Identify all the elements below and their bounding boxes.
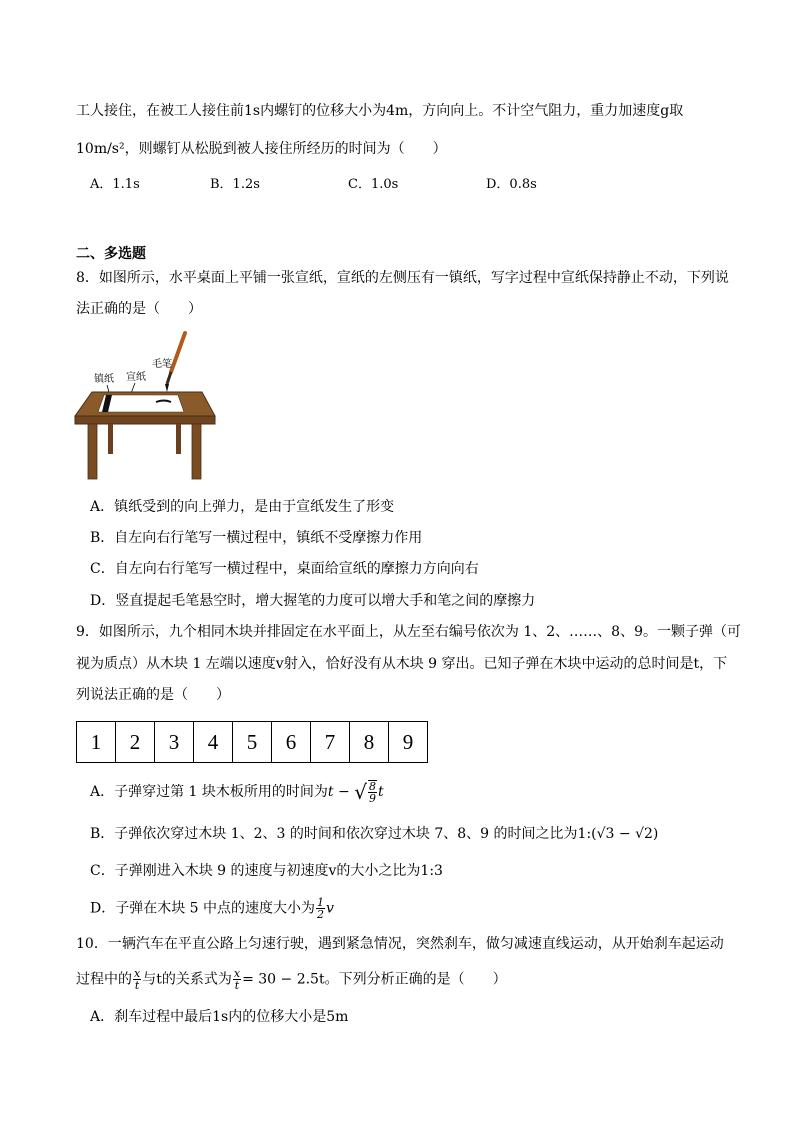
q9-option-b — [90, 824, 658, 844]
table — [75, 392, 215, 479]
q8-option-d: D．竖直提起毛笔悬空时，增大握笔的力度可以增大手和笔之间的摩擦力 — [90, 593, 536, 609]
q10-line1: 10．一辆汽车在平直公路上匀速行驶，遇到紧急情况，突然刹车，做匀减速直线运动，从开始刹车起运动 — [76, 936, 724, 952]
q9-option-d-den: 2 — [317, 908, 325, 921]
q9-option-d-num: 1 — [317, 896, 325, 909]
wood-block: 8 — [350, 722, 389, 762]
q10-line2 — [76, 968, 507, 991]
q9-option-d — [90, 897, 334, 920]
wood-block: 2 — [116, 722, 155, 762]
q10-frac2-x: x — [233, 967, 241, 980]
q7-option-c: C．1.0s — [348, 177, 399, 192]
q9-option-b-text: B．子弹依次穿过木块 1、2、3 的时间和依次穿过木块 7、8、9 的时间之比为 — [90, 826, 578, 842]
q9-option-a-num: 8 — [368, 780, 376, 793]
q10-line2-pre: 过程中的 — [76, 971, 132, 988]
desk-figure — [70, 330, 220, 485]
wood-block: 5 — [233, 722, 272, 762]
q10-line2-post: 。下列分析正确的是（ ） — [324, 971, 507, 988]
q10-frac2-t: t — [234, 979, 240, 992]
q7-line1: 工人接住，在被工人接住前1s内螺钉的位移大小为4m，方向向上。不计空气阻力，重力加速度g取 — [76, 103, 684, 119]
q9-option-a-t: t — [327, 784, 334, 800]
q10-line2-mid: 与t的关系式为 — [142, 971, 232, 988]
q7-option-b: B．1.2s — [210, 177, 260, 192]
q9-option-d-text: D．子弹在木块 5 中点的速度大小为 — [90, 900, 316, 917]
q9-option-c: C．子弹刚进入木块 9 的速度与初速度v的大小之比为1:3 — [90, 863, 443, 879]
q7-line2: 10m/s²，则螺钉从松脱到被人接住所经历的时间为（ ） — [76, 141, 447, 157]
q9-option-a — [90, 780, 384, 804]
wood-block: 4 — [194, 722, 233, 762]
q7-option-d: D．0.8s — [486, 177, 537, 192]
wood-block: 3 — [155, 722, 194, 762]
q9-option-a-minus: − — [333, 784, 355, 800]
q8-line1: 8．如图所示，水平桌面上平铺一张宣纸，宣纸的左侧压有一镇纸，写字过程中宣纸保持静止不动，下列说 — [76, 270, 729, 286]
q9-option-a-den: 9 — [368, 792, 376, 805]
sqrt-symbol: √ — [354, 780, 367, 804]
q10-option-a: A．刹车过程中最后1s内的位移大小是5m — [90, 1009, 349, 1025]
wood-block: 1 — [77, 722, 116, 762]
q7-option-a: A．1.1s — [90, 177, 140, 192]
wood-block: 9 — [402, 729, 414, 754]
label-paperweight: 镇纸 — [94, 374, 114, 385]
q9-option-a-t2: t — [377, 784, 384, 800]
q9-line3: 列说法正确的是（ ） — [76, 687, 230, 703]
q9-line1: 9．如图所示，九个相同木块并排固定在水平面上，从左至右编号依次为 1、2、……、8、9。一颗子弹（可 — [76, 624, 741, 640]
q9-line2: 视为质点）从木块 1 左端以速度v射入，恰好没有从木块 9 穿出。已知子弹在木块中运动的总时间是t，下 — [76, 656, 728, 672]
wood-blocks-row — [76, 721, 428, 763]
q10-line2-eq: = 30 − 2.5t — [242, 971, 325, 988]
label-paper: 宣纸 — [126, 372, 146, 383]
q8-option-a: A．镇纸受到的向上弹力，是由于宣纸发生了形变 — [90, 499, 395, 515]
label-brush: 毛笔 — [152, 359, 172, 370]
q8-line2: 法正确的是（ ） — [76, 301, 202, 317]
q10-frac1-x: x — [134, 967, 141, 980]
q9-option-b-ratio: 1:(√3 − √2) — [577, 826, 659, 842]
section-title: 二、多选题 — [76, 246, 146, 262]
q9-option-a-text: A．子弹穿过第 1 块木板所用的时间为 — [90, 784, 328, 800]
wood-block: 7 — [311, 722, 350, 762]
q8-option-b: B．自左向右行笔写一横过程中，镇纸不受摩擦力作用 — [90, 530, 423, 546]
q8-option-c: C．自左向右行笔写一横过程中，桌面给宣纸的摩擦力方向向右 — [90, 561, 479, 577]
q10-frac1-t: t — [134, 979, 140, 992]
q9-option-d-v: v — [326, 900, 334, 917]
wood-block: 6 — [272, 722, 311, 762]
